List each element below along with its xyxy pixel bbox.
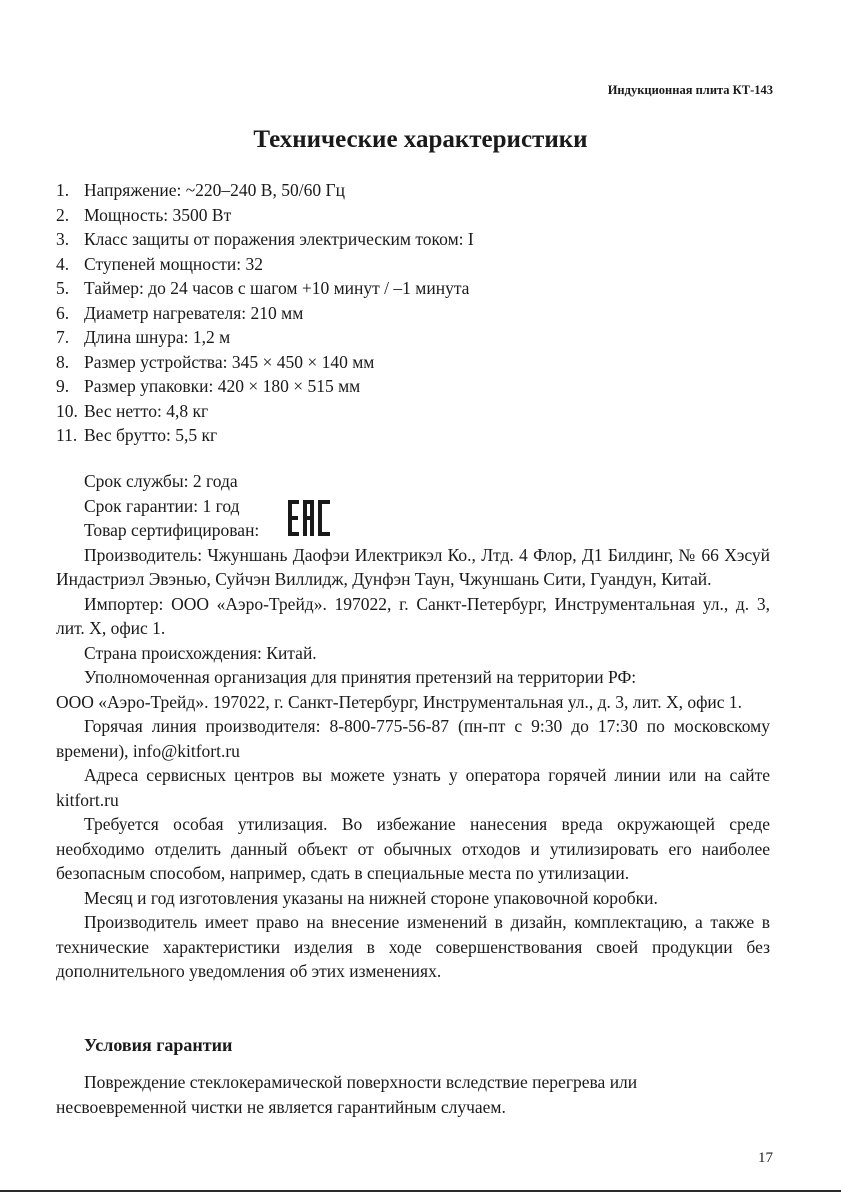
authorized-org-address: ООО «Аэро-Трейд». 197022, г. Санкт-Петербург, Инструментальная ул., д. 3, лит. Х, офис 1. — [56, 691, 743, 712]
spec-number: 8. — [56, 351, 70, 372]
spec-number: 3. — [56, 229, 70, 249]
hotline-info: Горячая линия производителя: 8-800-775-56-87 (пн-пт с 9:30 до 17:30 по московскому времени), info@kitfort.ru — [56, 716, 770, 761]
spec-text: Вес брутто: 5,5 кг — [84, 425, 218, 445]
spec-item — [56, 203, 776, 228]
manufacturer-info: Производитель: Чжуншань Даофэи Илектрикэл Ко., Лтд. 4 Флор, Д1 Билдинг, № 66 Хэсуй Индастриэл Эвэнью, Суйчэн Виллидж, Дунфэн Таун, Чжуншань Сити, Гуандун, Китай. — [56, 544, 770, 589]
spec-text: Ступеней мощности: 32 — [84, 253, 263, 274]
bottom-border — [0, 1190, 841, 1192]
spec-text: Размер устройства: 345 × 450 × 140 мм — [84, 351, 375, 372]
spec-text: Размер упаковки: 420 × 180 × 515 мм — [84, 376, 361, 396]
spec-text: Длина шнура: 1,2 м — [84, 327, 231, 347]
spec-text: Мощность: 3500 Вт — [84, 204, 232, 225]
service-life: Срок службы: 2 года — [84, 471, 238, 491]
page-title: Технические характеристики — [253, 126, 588, 153]
certificate-block — [56, 469, 770, 543]
spec-number: 11. — [56, 425, 78, 445]
disposal-info: Требуется особая утилизация. Во избежание нанесения вреда окружающей среде необходимо отделить данный объект от обычных отходов и утилизировать его наиболее безопасным способом, например, сдать в специальные места по утилизации. — [56, 814, 770, 883]
manufacture-date-info: Месяц и год изготовления указаны на нижней стороне упаковочной коробки. — [84, 887, 658, 908]
spec-text: Напряжение: ~220–240 В, 50/60 Гц — [84, 180, 345, 200]
spec-item — [56, 178, 776, 203]
spec-item — [56, 374, 776, 399]
warranty-period: Срок гарантии: 1 год — [84, 495, 240, 516]
running-header: Индукционная плита КТ-143 — [607, 83, 773, 97]
importer-info: Импортер: ООО «Аэро-Трейд». 197022, г. Санкт-Петербург, Инструментальная ул., д. 3, лит. Х, офис 1. — [56, 593, 770, 638]
authorized-org-intro: Уполномоченная организация для принятия претензий на территории РФ: — [84, 667, 637, 687]
eac-mark-icon — [288, 500, 330, 536]
spec-item — [56, 423, 776, 448]
spec-item — [56, 399, 776, 424]
spec-number: 10. — [56, 400, 78, 421]
spec-item — [56, 301, 776, 326]
origin-country: Страна происхождения: Китай. — [84, 642, 317, 663]
spec-item — [56, 325, 776, 350]
spec-number: 1. — [56, 180, 70, 200]
spec-item — [56, 350, 776, 375]
service-centers-info: Адреса сервисных центров вы можете узнать у оператора горячей линии или на сайте kitfort.ru — [56, 765, 770, 810]
spec-number: 4. — [56, 253, 70, 274]
warranty-heading: Условия гарантии — [84, 1035, 233, 1055]
changes-notice: Производитель имеет право на внесение изменений в дизайн, комплектацию, а также в технические характеристики изделия в ходе совершенствования своей продукции без дополнительного уведомления об этих изменениях. — [56, 912, 770, 981]
spec-text: Диаметр нагревателя: 210 мм — [84, 302, 304, 323]
spec-number: 2. — [56, 204, 70, 225]
specs-list — [56, 178, 776, 448]
info-section — [56, 469, 770, 984]
spec-item — [56, 252, 776, 277]
spec-number: 6. — [56, 302, 70, 323]
spec-text: Таймер: до 24 часов с шагом +10 минут / –1 минута — [84, 278, 470, 298]
spec-text: Класс защиты от поражения электрическим током: I — [84, 229, 474, 249]
spec-text: Вес нетто: 4,8 кг — [84, 400, 209, 421]
spec-item — [56, 276, 776, 301]
spec-item — [56, 227, 776, 252]
certified-label: Товар сертифицирован: — [84, 520, 260, 540]
page-number: 17 — [758, 1150, 773, 1166]
spec-number: 9. — [56, 376, 70, 396]
warranty-text: Повреждение стеклокерамической поверхности вследствие перегрева или несвоевременной чистки не является гарантийным случаем. — [56, 1072, 638, 1117]
spec-number: 7. — [56, 327, 70, 347]
spec-number: 5. — [56, 278, 70, 298]
